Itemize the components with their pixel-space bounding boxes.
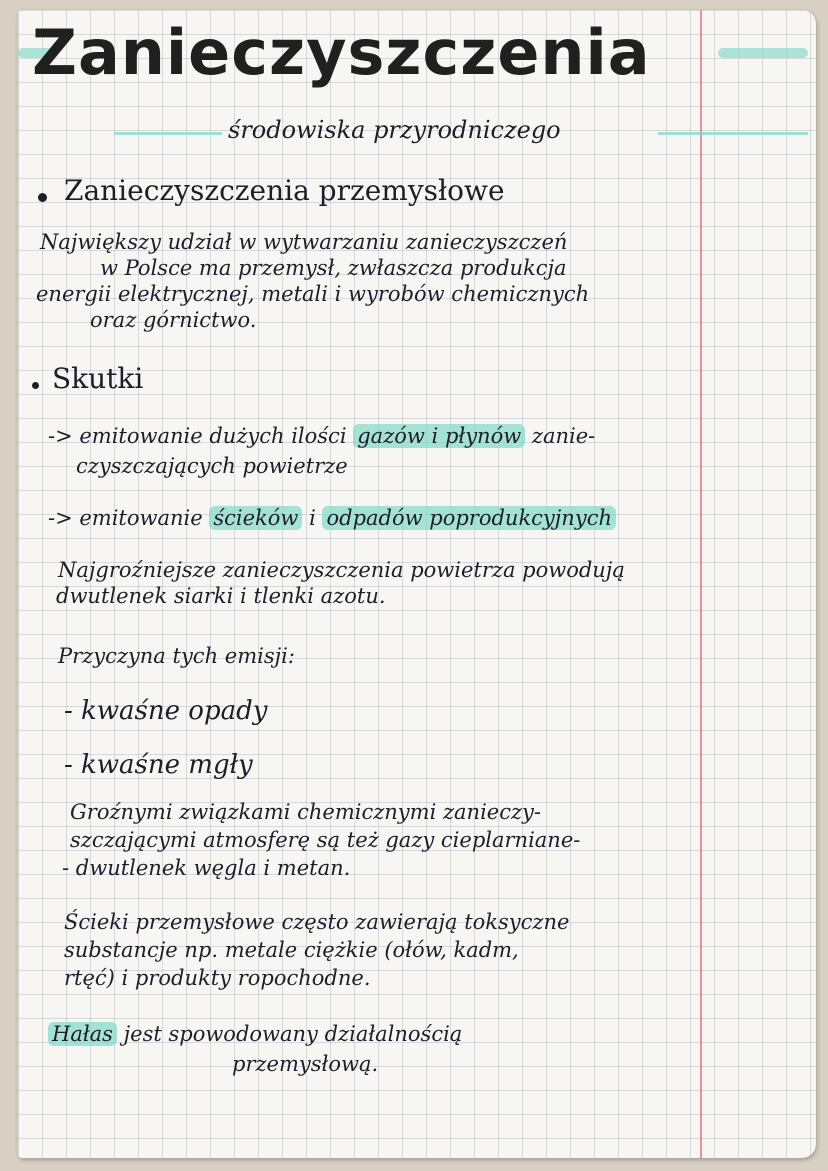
bullet-icon [38,193,47,202]
effect2-prefix: -> emitowanie [48,506,203,530]
para2-line: szczającymi atmosferę są też gazy cieplarniane- [70,828,581,852]
section1-line: Największy udział w wytwarzaniu zanieczyszczeń [40,230,568,254]
effect2-highlight-1: ścieków [209,506,302,530]
page-title: Zanieczyszczenia [32,16,651,89]
noise-highlight: Hałas [48,1022,117,1046]
section2-heading: Skutki [52,362,144,395]
effect1-line2: czyszczających powietrze [76,454,348,478]
cause-intro: Przyczyna tych emisji: [58,644,295,668]
cause-item: - kwaśne mgły [64,750,253,780]
margin-line [700,10,702,1158]
effect2-middle: i [309,506,316,530]
noise-line2: przemysłową. [232,1052,379,1076]
effect1-highlight: gazów i płynów [353,424,525,448]
para1-line: dwutlenek siarki i tlenki azotu. [56,584,386,608]
subtitle-line-left [114,132,222,135]
effect2-highlight-2: odpadów poprodukcyjnych [322,506,616,530]
effect2-line [48,506,616,530]
effect1-prefix: -> emitowanie dużych ilości [48,424,347,448]
notebook-page [18,10,816,1158]
para2-line: - dwutlenek węgla i metan. [62,856,351,880]
effect1-line [48,424,595,448]
para3-line: Ścieki przemysłowe często zawierają toksyczne [64,910,570,934]
bullet-icon [32,382,39,389]
title-highlight-right [718,48,808,58]
para3-line: rtęć) i produkty ropochodne. [64,966,371,990]
effect1-suffix: zanie- [531,424,596,448]
section1-heading: Zanieczyszczenia przemysłowe [64,174,505,207]
section1-line: oraz górnictwo. [90,308,257,332]
para2-line: Groźnymi związkami chemicznymi zanieczy- [70,800,542,824]
section1-line: w Polsce ma przemysł, zwłaszcza produkcja [100,256,567,280]
page-subtitle: środowiska przyrodniczego [228,116,561,144]
para3-line: substancje np. metale ciężkie (ołów, kadm, [64,938,519,962]
cause-item: - kwaśne opady [64,696,268,726]
subtitle-line-right [658,132,808,135]
para1-line: Najgroźniejsze zanieczyszczenia powietrza powodują [58,558,625,582]
noise-text: jest spowodowany działalnością [123,1022,463,1046]
noise-line [48,1022,462,1046]
section1-line: energii elektrycznej, metali i wyrobów chemicznych [36,282,590,306]
